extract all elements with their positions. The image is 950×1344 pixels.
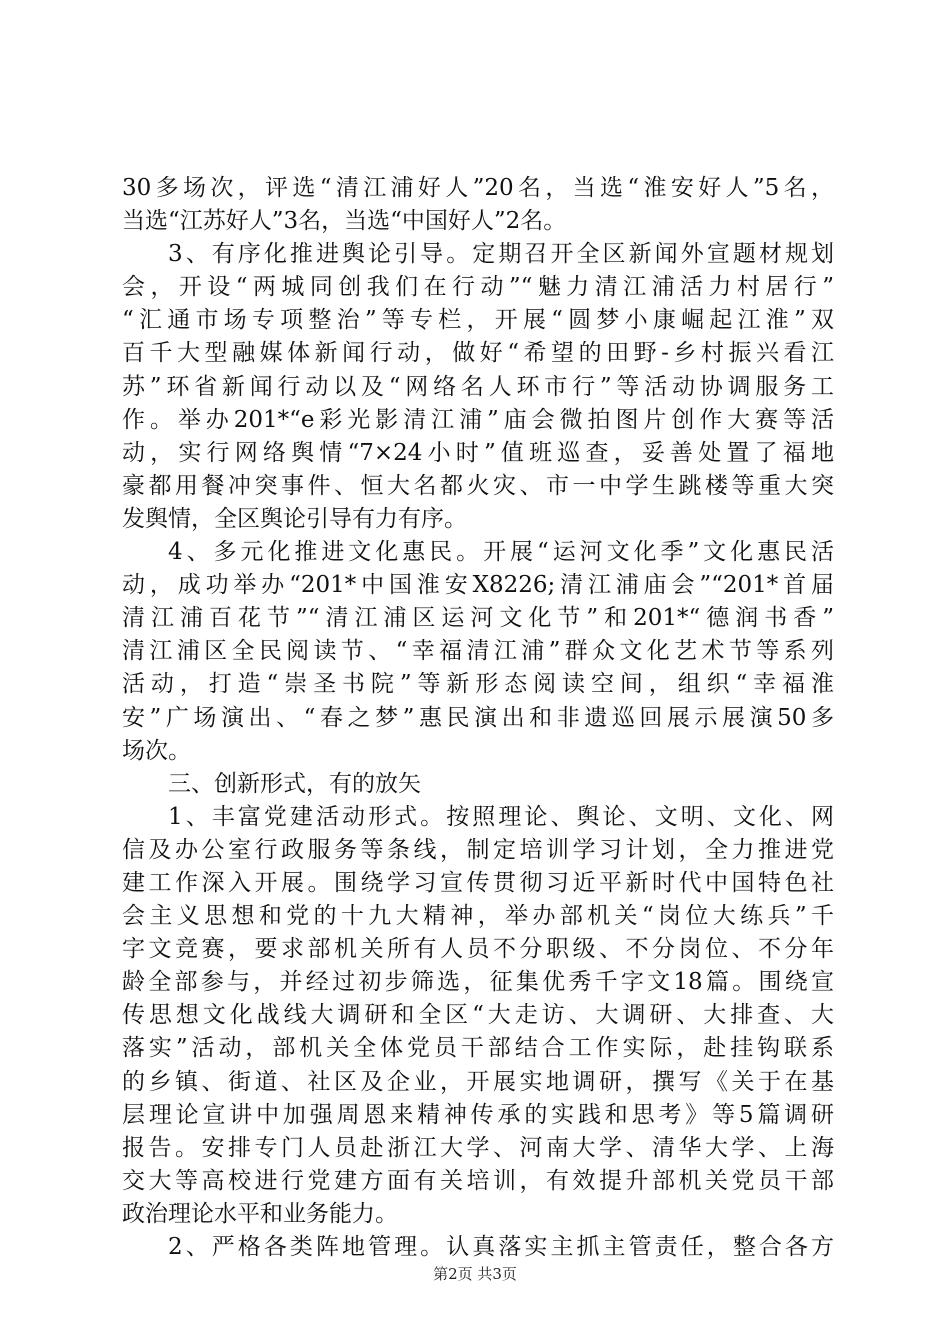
text-line: 30多场次，评选“清江浦好人”20名，当选“淮安好人”5名，	[122, 175, 834, 201]
text-line: 活动，打造“崇圣书院”等新形态阅读空间，组织“幸福淮	[122, 671, 834, 698]
text-line: 2、严格各类阵地管理。认真落实主抓主管责任，整合各方	[168, 1234, 834, 1260]
text-line: 3、有序化推进舆论引导。定期召开全区新闻外宣题材规划	[168, 241, 834, 268]
text-line: 层理论宣讲中加强周恩来精神传承的实践和思考》等5篇调研	[122, 1101, 834, 1128]
text-line: 交大等高校进行党建方面有关培训，有效提升部机关党员干部	[122, 1167, 834, 1194]
text-line: 会主义思想和党的十九大精神，举办部机关“岗位大练兵”千	[122, 903, 834, 930]
text-line: 落实”活动，部机关全体党员干部结合工作实际，赴挂钩联系	[122, 1035, 834, 1062]
text-line: 信及办公室行政服务等条线，制定培训学习计划，全力推进党	[122, 836, 834, 863]
text-line: 安”广场演出、“春之梦”惠民演出和非遗巡回展示展演50多	[122, 704, 834, 731]
text-line: “汇通市场专项整治”等专栏，开展“圆梦小康崛起江淮”双	[122, 307, 834, 334]
text-line: 的乡镇、街道、社区及企业，开展实地调研，撰写《关于在基	[122, 1068, 834, 1095]
text-line: 作。举办201*“e彩光影清江浦”庙会微拍图片创作大赛等活	[122, 406, 834, 433]
text-line: 清江浦百花节”“清江浦区运河文化节”和201*“德润书香”	[122, 605, 834, 632]
text-line: 当选“江苏好人”3名，当选“中国好人”2名。	[122, 208, 567, 235]
page-footer: 第2页 共3页	[433, 1265, 517, 1283]
text-line: 会，开设“两城同创我们在行动”“魅力清江浦活力村居行”	[122, 274, 834, 301]
text-line: 清江浦区全民阅读节、“幸福清江浦”群众文化艺术节等系列	[122, 638, 834, 665]
document-body	[122, 172, 834, 1264]
text-line: 传思想文化战线大调研和全区“大走访、大调研、大排查、大	[122, 1002, 834, 1029]
text-line: 建工作深入开展。围绕学习宣传贯彻习近平新时代中国特色社	[122, 869, 834, 896]
text-line: 报告。安排专门人员赴浙江大学、河南大学、清华大学、上海	[122, 1134, 834, 1161]
text-line: 字文竞赛，要求部机关所有人员不分职级、不分岗位、不分年	[122, 936, 834, 963]
text-line: 豪都用餐冲突事件、恒大名都火灾、市一中学生跳楼等重大突	[122, 472, 834, 499]
text-line: 苏”环省新闻行动以及“网络名人环市行”等活动协调服务工	[122, 373, 834, 400]
text-line: 动，成功举办“201*中国淮安X8226;清江浦庙会”“201*首届	[122, 572, 834, 599]
section-heading: 三、创新形式，有的放矢	[168, 770, 421, 797]
text-line: 动，实行网络舆情“7×24小时”值班巡查，妥善处置了福地	[122, 439, 834, 466]
text-line: 发舆情，全区舆论引导有力有序。	[122, 505, 467, 532]
text-line: 4、多元化推进文化惠民。开展“运河文化季”文化惠民活	[168, 539, 834, 566]
text-line: 百千大型融媒体新闻行动，做好“希望的田野-乡村振兴看江	[122, 340, 834, 367]
text-line: 场次。	[122, 737, 191, 764]
text-line: 1、丰富党建活动形式。按照理论、舆论、文明、文化、网	[168, 803, 834, 830]
text-line: 龄全部参与，并经过初步筛选，征集优秀千字文18篇。围绕宣	[122, 969, 834, 996]
text-line: 政治理论水平和业务能力。	[122, 1200, 398, 1227]
